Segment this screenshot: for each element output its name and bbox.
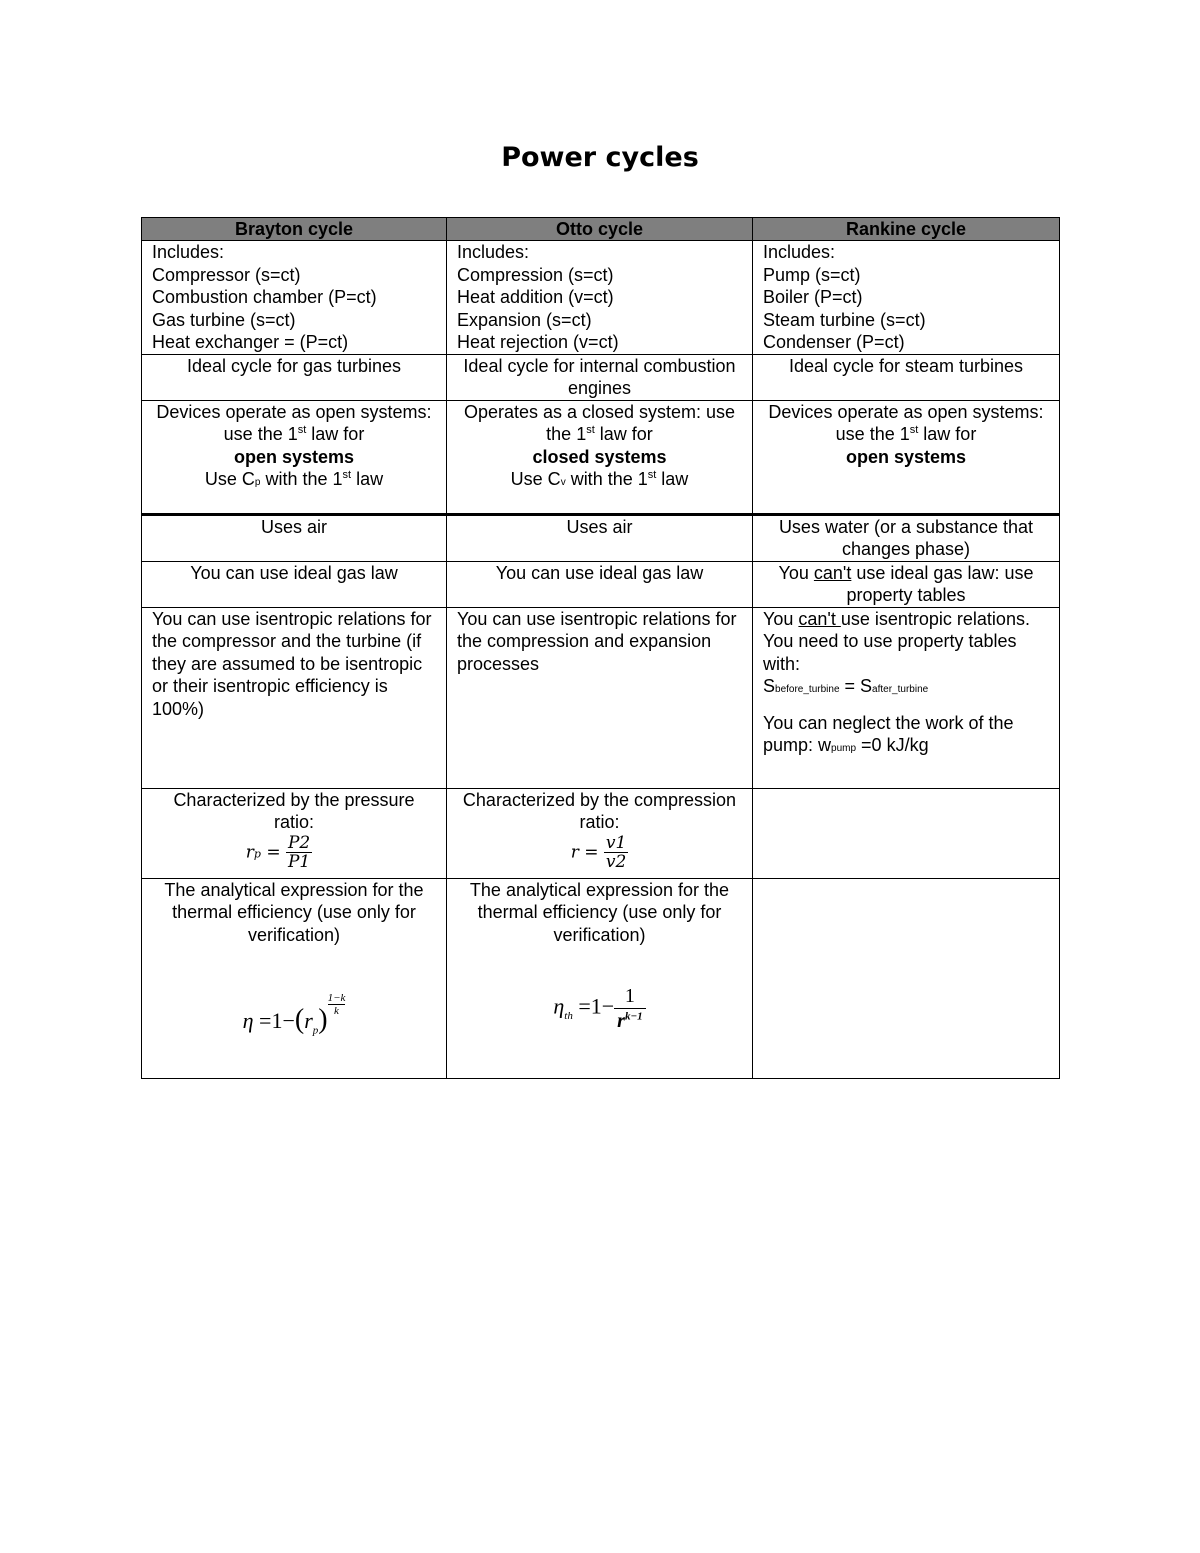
row-includes (142, 241, 1060, 355)
numerator: 1 (614, 984, 645, 1009)
numerator: v1 (605, 832, 627, 853)
subscript: pump (831, 743, 857, 754)
text: Devices operate as open systems: use the 1 (768, 401, 1044, 444)
text-line: Heat exchanger = (P=ct) (152, 332, 349, 352)
fraction (614, 984, 645, 1033)
cell-rankine-fluid: Uses water (or a substance that changes phase) (753, 514, 1060, 561)
math-symbol: r (617, 1010, 625, 1032)
cell-otto-isentropic: You can use isentropic relations for the compression and expansion processes (447, 607, 753, 788)
cell-brayton-gaslaw: You can use ideal gas law (142, 561, 447, 607)
text-line: Heat rejection (v=ct) (457, 332, 619, 352)
cell-otto-systems (447, 400, 753, 514)
denominator (614, 1009, 645, 1033)
cell-rankine-includes (753, 241, 1060, 355)
row-systems (142, 400, 1060, 514)
brayton-efficiency-equation: $\eta =1-(r_p)$ $\frac{1-k}{k}$ (242, 992, 346, 1037)
text: You can neglect the work of the pump: w (763, 712, 1014, 755)
cell-otto-fluid: Uses air (447, 514, 753, 561)
text-line: Boiler (P=ct) (763, 287, 863, 307)
eta-symbol: η (242, 1008, 254, 1033)
fraction (604, 834, 628, 871)
row-isentropic (142, 607, 1060, 788)
text-line: Includes: (457, 242, 530, 262)
text: use ideal gas law: use property tables (846, 562, 1034, 605)
power-cycles-table (141, 217, 1060, 1079)
cell-otto-ideal: Ideal cycle for internal combustion engines (447, 354, 753, 400)
cell-otto-includes (447, 241, 753, 355)
cell-brayton-efficiency (142, 878, 447, 1078)
denominator: k (334, 1005, 339, 1017)
subscript: th (564, 1009, 573, 1022)
cell-brayton-ideal: Ideal cycle for gas turbines (142, 354, 447, 400)
cell-brayton-systems (142, 400, 447, 514)
subscript: before_turbine (775, 684, 840, 695)
text: Characterized by the compression ratio: (462, 789, 737, 832)
text-line: Gas turbine (s=ct) (152, 309, 296, 330)
text-line: Condenser (P=ct) (763, 332, 905, 352)
row-ratio (142, 788, 1060, 878)
row-fluid (142, 514, 1060, 561)
text: The analytical expression for the thermal efficiency (use only for verification) (164, 879, 424, 945)
numerator: 1−k (327, 992, 346, 1004)
header-brayton: Brayton cycle (142, 218, 447, 241)
page-title: Power cycles (501, 142, 699, 173)
underlined-text: can't (813, 562, 852, 583)
underlined-text: can't (798, 608, 841, 629)
eta-symbol: η (553, 993, 565, 1019)
text-line: Includes: (152, 242, 225, 262)
row-ideal (142, 354, 1060, 400)
text: Operates as a closed system: use the 1 (463, 401, 736, 444)
compression-ratio-formula: r = $\frac{v1}{v2}$ (570, 832, 627, 872)
superscript: st (909, 424, 919, 436)
cell-rankine-isentropic (753, 607, 1060, 788)
text: law (351, 469, 384, 489)
cell-otto-efficiency (447, 878, 753, 1078)
math-symbol: r (245, 841, 254, 862)
text: with the 1 (260, 469, 343, 489)
text: =1− (259, 1008, 295, 1033)
cell-otto-ratio (447, 788, 753, 878)
cell-brayton-ratio (142, 788, 447, 878)
row-gaslaw (142, 561, 1060, 607)
text-line: Includes: (763, 242, 836, 262)
denominator: P1 (287, 851, 311, 872)
cell-brayton-includes (142, 241, 447, 355)
text: Use C (510, 469, 561, 489)
superscript: st (297, 424, 307, 436)
subscript: p (312, 1024, 319, 1037)
bold-text: closed systems (532, 446, 667, 467)
numerator: P2 (287, 832, 311, 853)
text: law for (306, 424, 365, 444)
superscript: st (342, 469, 352, 481)
text-line (457, 468, 742, 495)
superscript: st (586, 424, 595, 436)
text-line: Combustion chamber (P=ct) (152, 287, 377, 307)
cell-brayton-fluid: Uses air (142, 514, 447, 561)
text: Devices operate as open systems: use the 1 (156, 401, 432, 444)
text: You (778, 562, 814, 583)
cell-rankine-efficiency (753, 878, 1060, 1078)
row-efficiency (142, 878, 1060, 1078)
text: The analytical expression for the thermal efficiency (use only for verification) (469, 879, 730, 945)
pressure-ratio-formula: rp = $\frac{P2}{P1}$ (245, 832, 311, 872)
text-line: Expansion (s=ct) (457, 309, 592, 330)
otto-efficiency-equation (457, 984, 742, 1033)
text: law for (594, 424, 653, 444)
spacer (763, 702, 1049, 712)
text: =0 kJ/kg (856, 735, 929, 755)
subscript: p (254, 477, 261, 488)
text: = S (839, 676, 873, 696)
entropy-equation (763, 675, 1049, 702)
text: with the 1 (565, 469, 648, 489)
text: law for (918, 424, 977, 444)
text-line: Steam turbine (s=ct) (763, 309, 926, 330)
superscript: st (647, 469, 657, 481)
fraction (286, 834, 312, 871)
text: Use C (204, 469, 255, 489)
subscript: p (253, 846, 261, 860)
cell-brayton-isentropic: You can use isentropic relations for the compressor and the turbine (if they are assumed to be isentropic or their isentropic efficiency is 100%) (142, 607, 447, 788)
text: You (763, 608, 799, 629)
cell-rankine-gaslaw (753, 561, 1060, 607)
text-line: Compression (s=ct) (457, 264, 614, 285)
subscript: after_turbine (872, 684, 929, 695)
header-otto: Otto cycle (447, 218, 753, 241)
text-line: Compressor (s=ct) (152, 264, 301, 285)
bold-text: open systems (233, 446, 355, 467)
math-symbol: r (304, 1008, 313, 1033)
math-symbol: r (570, 841, 579, 862)
cell-rankine-ideal: Ideal cycle for steam turbines (753, 354, 1060, 400)
text: S (763, 676, 776, 696)
text: Characterized by the pressure ratio: (173, 789, 415, 832)
exponent: k−1 (624, 1010, 643, 1023)
cell-rankine-systems (753, 400, 1060, 514)
cell-otto-gaslaw: You can use ideal gas law (447, 561, 753, 607)
text-line (152, 468, 436, 495)
text-line: Pump (s=ct) (763, 264, 861, 285)
cell-rankine-ratio (753, 788, 1060, 878)
exponent-fraction (328, 992, 346, 1017)
subscript: v (560, 477, 566, 488)
text-line: Heat addition (v=ct) (457, 287, 614, 307)
header-row (142, 218, 1060, 241)
text: law (656, 469, 689, 489)
text: use isentropic relations. You need to use property tables with: (763, 608, 1030, 674)
bold-text: open systems (845, 446, 967, 467)
denominator: v2 (605, 851, 627, 872)
header-rankine: Rankine cycle (753, 218, 1060, 241)
text: =1− (578, 993, 615, 1019)
